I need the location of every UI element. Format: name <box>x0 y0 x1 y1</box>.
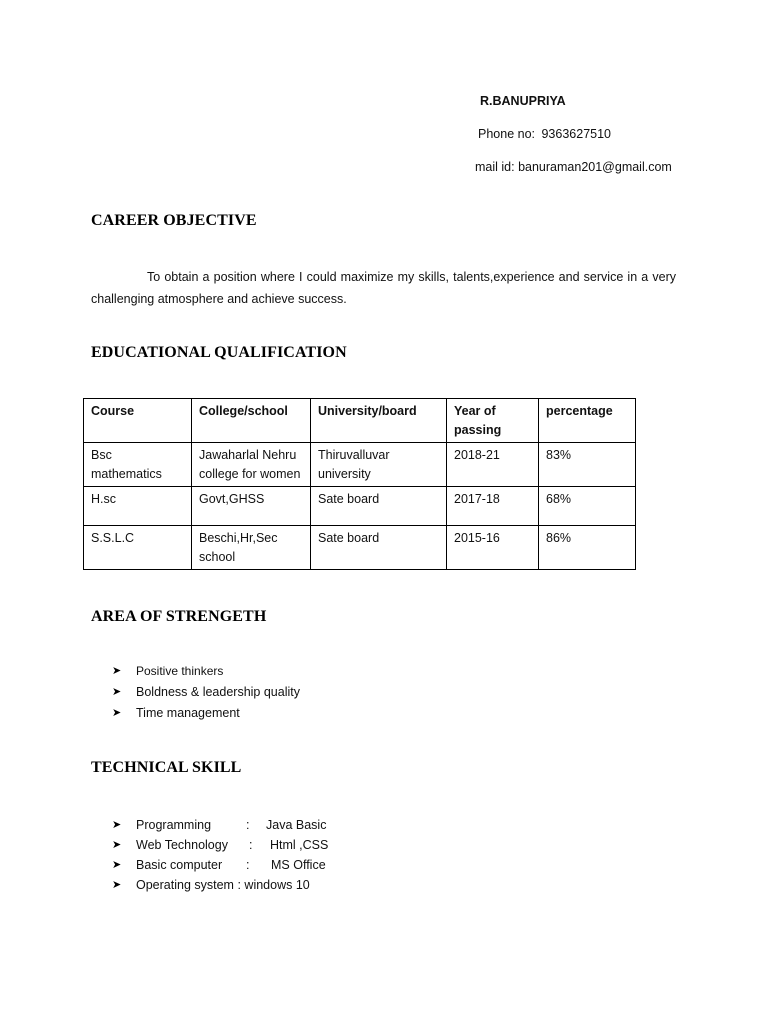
skill-name: Basic computer <box>136 858 223 872</box>
objective-paragraph: To obtain a position where I could maximize my skills, talents,experience and service in a very challenging atmosphere and achieve success. <box>91 270 676 306</box>
col-course: Course <box>84 399 192 443</box>
table-header-row <box>84 399 636 443</box>
list-item <box>112 835 328 855</box>
technical-heading: TECHNICAL SKILL <box>91 759 242 776</box>
cell-university: Sate board <box>311 487 447 526</box>
phone-label: Phone no: <box>478 127 535 141</box>
arrowhead-bullet-icon: ➤ <box>112 707 122 719</box>
table-row <box>84 526 636 570</box>
list-item <box>112 661 300 682</box>
col-year: Year of passing <box>447 399 539 443</box>
cell-college: Jawaharlal Nehru college for women <box>192 443 311 487</box>
technical-list <box>112 815 328 895</box>
cell-year: 2015-16 <box>447 526 539 570</box>
education-table <box>83 398 636 570</box>
cell-university: Sate board <box>311 526 447 570</box>
mail-value: banuraman201@gmail.com <box>518 160 672 174</box>
cell-college: Govt,GHSS <box>192 487 311 526</box>
arrowhead-bullet-icon: ➤ <box>112 665 122 677</box>
skill-name: Web Technology <box>136 838 228 852</box>
list-item <box>112 815 328 835</box>
col-university: University/board <box>311 399 447 443</box>
cell-percentage: 83% <box>539 443 636 487</box>
col-college: College/school <box>192 399 311 443</box>
list-item <box>112 682 300 703</box>
skill-separator: : <box>246 818 250 832</box>
list-item <box>112 855 328 875</box>
table-row <box>84 443 636 487</box>
skill-separator: : <box>246 858 250 872</box>
cell-university: Thiruvalluvar university <box>311 443 447 487</box>
col-percentage: percentage <box>539 399 636 443</box>
cell-year: 2018-21 <box>447 443 539 487</box>
contact-phone <box>478 127 611 141</box>
skill-name: Operating system <box>136 878 234 892</box>
education-heading: EDUCATIONAL QUALIFICATION <box>91 344 347 361</box>
arrowhead-bullet-icon: ➤ <box>112 859 122 871</box>
skill-name: Programming <box>136 818 212 832</box>
list-item <box>112 703 300 724</box>
name-text: R.BANUPRIYA <box>480 94 566 108</box>
skill-separator: : <box>249 838 253 852</box>
contact-mail <box>475 160 672 174</box>
strength-item-text: Positive thinkers <box>136 664 224 678</box>
cell-course: S.S.L.C <box>84 526 192 570</box>
arrowhead-bullet-icon: ➤ <box>112 819 122 831</box>
cell-year: 2017-18 <box>447 487 539 526</box>
arrowhead-bullet-icon: ➤ <box>112 879 122 891</box>
skill-value: Java Basic <box>266 818 327 832</box>
career-objective-heading: CAREER OBJECTIVE <box>91 212 257 229</box>
strength-item-text: Boldness & leadership quality <box>136 685 300 699</box>
strength-item-text: Time management <box>136 706 240 720</box>
skill-value: windows 10 <box>244 878 310 892</box>
contact-name <box>480 94 566 108</box>
skill-value: MS Office <box>271 858 326 872</box>
cell-course: Bsc mathematics <box>84 443 192 487</box>
career-objective-text <box>91 266 676 310</box>
strength-list <box>112 661 300 724</box>
table-row <box>84 487 636 526</box>
cell-college: Beschi,Hr,Sec school <box>192 526 311 570</box>
mail-label: mail id: <box>475 160 515 174</box>
cell-course: H.sc <box>84 487 192 526</box>
phone-value: 9363627510 <box>541 127 612 141</box>
arrowhead-bullet-icon: ➤ <box>112 686 122 698</box>
arrowhead-bullet-icon: ➤ <box>112 839 122 851</box>
list-item <box>112 875 328 895</box>
strength-heading: AREA OF STRENGETH <box>91 608 267 625</box>
cell-percentage: 68% <box>539 487 636 526</box>
cell-percentage: 86% <box>539 526 636 570</box>
skill-value: Html ,CSS <box>270 838 329 852</box>
skill-separator: : <box>237 878 241 892</box>
